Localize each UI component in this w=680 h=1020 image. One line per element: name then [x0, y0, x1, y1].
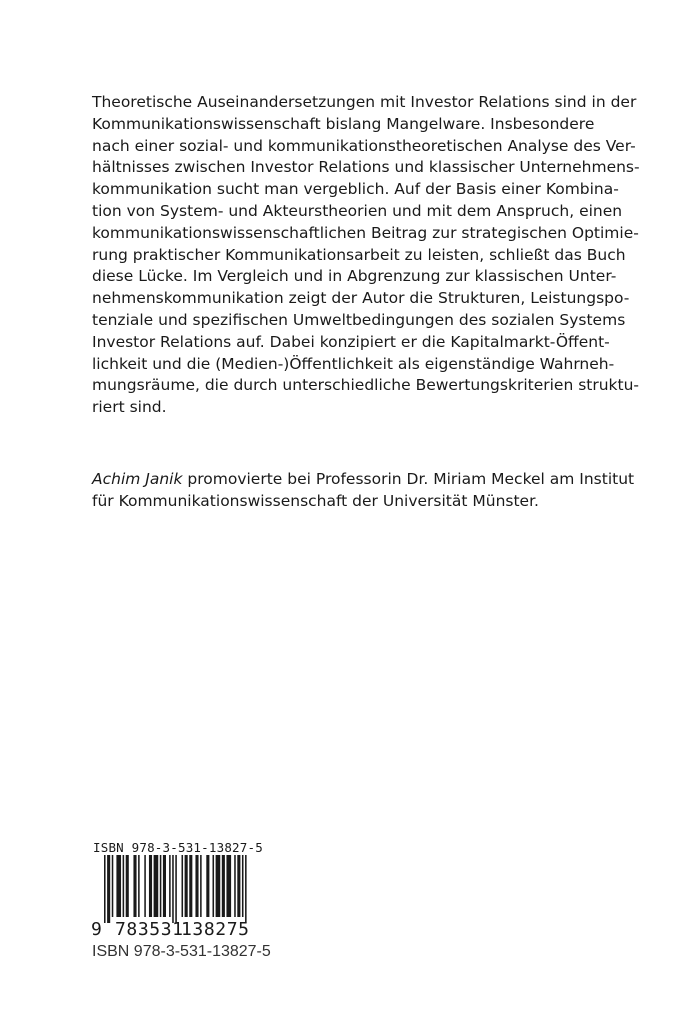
barcode-bar	[245, 855, 247, 923]
author-bio-line-1: promovierte bei Professorin Dr. Miriam Meckel am Institut	[182, 470, 635, 488]
author-bio	[92, 469, 635, 513]
barcode-bar	[213, 855, 215, 917]
blurb-line: Theoretische Auseinandersetzungen mit Investor Relations sind in der	[92, 93, 637, 111]
blurb-text	[92, 92, 640, 419]
barcode-bar	[242, 855, 244, 917]
blurb-line: tenziale und spezifischen Umweltbedingungen des sozialen Systems	[92, 310, 626, 329]
blurb-line: nehmenskommunikation zeigt der Autor die Strukturen, Leistungspo-	[92, 289, 630, 308]
barcode-first-digit: 9	[91, 919, 102, 940]
barcode-bar	[189, 855, 192, 917]
blurb-line: diese Lücke. Im Vergleich und in Abgrenzung zur klassischen Unter-	[92, 267, 617, 286]
blurb-line: riert sind.	[92, 398, 167, 417]
barcode-bar	[195, 855, 198, 917]
blurb-line: lichkeit und die (Medien-)Öffentlichkeit als eigenständige Wahrneh-	[92, 354, 615, 373]
barcode-bar	[216, 855, 221, 917]
barcode-bar	[123, 855, 125, 917]
barcode-bar	[149, 855, 152, 917]
blurb-line: tion von System- und Akteurstheorien und mit dem Anspruch, einen	[92, 201, 623, 220]
barcode-bar	[138, 855, 140, 917]
blurb-line: hältnisses zwischen Investor Relations und klassischer Unternehmens-	[92, 158, 640, 177]
blurb-line: nach einer sozial- und kommunikationstheoretischen Analyse des Ver-	[92, 136, 636, 155]
barcode-bar	[107, 855, 110, 923]
barcode-bar	[237, 855, 240, 917]
barcode-bar	[169, 855, 171, 917]
barcode-bar	[175, 855, 177, 923]
blurb-line: kommunikationswissenschaftlichen Beitrag zur strategischen Optimie-	[92, 223, 639, 242]
barcode-bar	[144, 855, 146, 917]
barcode-bar	[163, 855, 166, 917]
barcode-bar	[200, 855, 202, 917]
blurb-line: Investor Relations auf. Dabei konzipiert er die Kapitalmarkt-Öffent-	[92, 332, 610, 351]
barcode-bar	[172, 855, 174, 923]
barcode-bar	[185, 855, 188, 917]
author-name: Achim Janik	[92, 470, 183, 488]
blurb-line: Kommunikationswissenschaft bislang Mangelware. Insbesondere	[92, 114, 595, 133]
author-bio-line-2: für Kommunikationswissenschaft der Universität Münster.	[92, 491, 539, 510]
barcode-right-digits: 138275	[181, 919, 250, 940]
barcode	[91, 855, 261, 940]
barcode-bar	[112, 855, 114, 917]
barcode-left-digits: 783531	[115, 919, 184, 940]
barcode-bar	[160, 855, 162, 917]
barcode-bar	[104, 855, 106, 923]
blurb-line: mungsräume, die durch unterschiedliche Bewertungskriterien struktu-	[92, 376, 640, 395]
barcode-bar	[222, 855, 225, 917]
barcode-bar	[234, 855, 236, 917]
barcode-bar	[226, 855, 231, 917]
barcode-bar	[133, 855, 136, 917]
isbn-text: ISBN 978-3-531-13827-5	[92, 943, 271, 960]
barcode-isbn-label: ISBN 978-3-531-13827-5	[93, 840, 263, 855]
barcode-bars	[104, 855, 247, 923]
barcode-bar	[116, 855, 121, 917]
barcode-bar	[182, 855, 184, 917]
barcode-bar	[206, 855, 209, 917]
barcode-bar	[154, 855, 159, 917]
barcode-bar	[126, 855, 129, 917]
blurb-line: kommunikation sucht man vergeblich. Auf der Basis einer Kombina-	[92, 180, 619, 199]
blurb-line: rung praktischer Kommunikationsarbeit zu leisten, schließt das Buch	[92, 245, 626, 264]
